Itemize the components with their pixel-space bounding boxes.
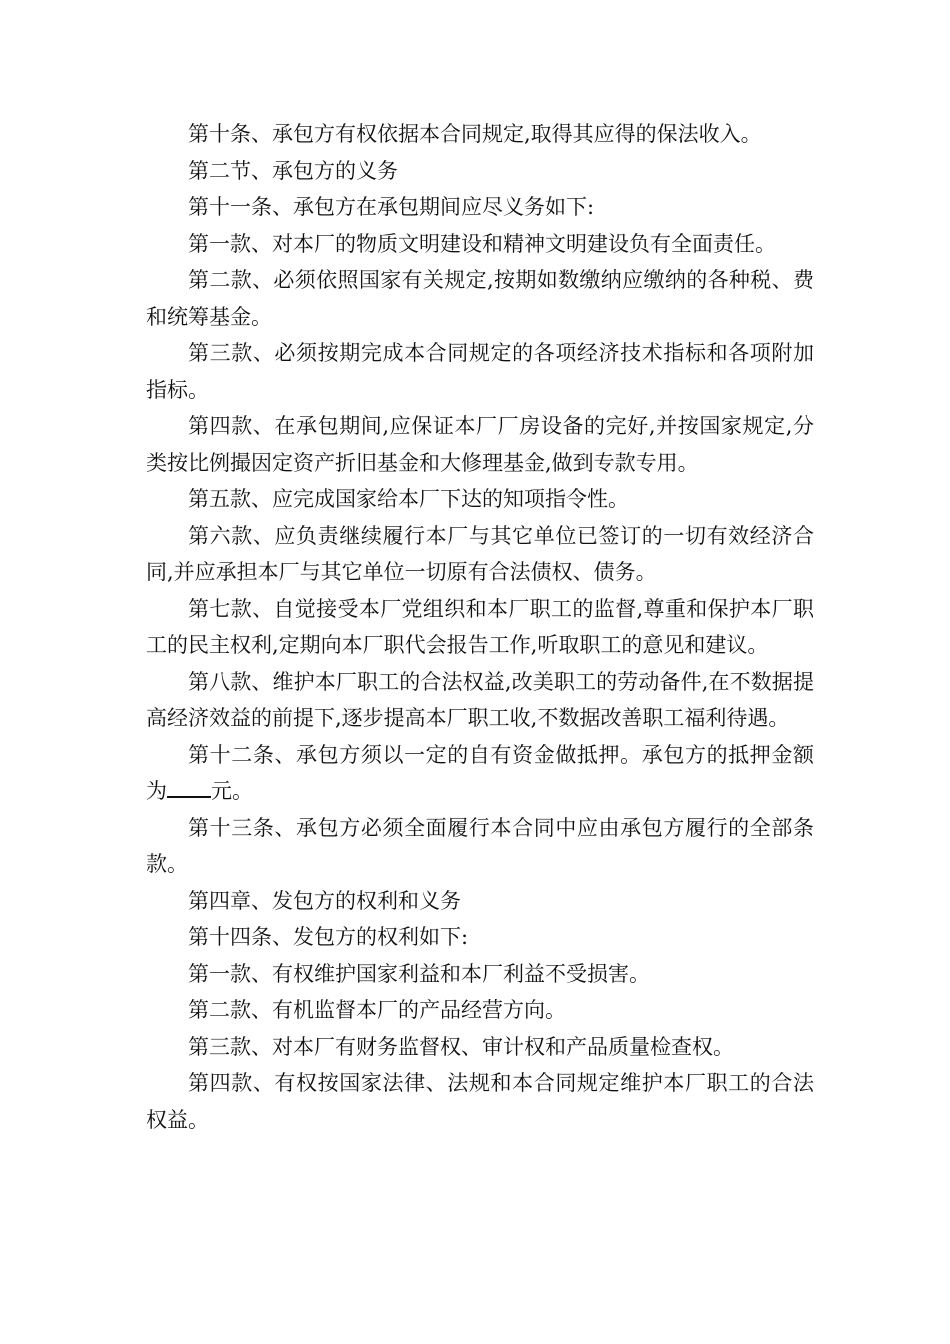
paragraph-section-2-heading: 第二节、承包方的义务: [188, 158, 398, 183]
paragraph-clause-4: 第四款、在承包期间,应保证本厂厂房设备的完好,并按国家规定,分类按比例撮因定资产折旧基金和大修理基金,做到专款专用。: [146, 414, 814, 475]
amount-blank-line: [167, 778, 211, 798]
article-12-unit: 元。: [211, 779, 253, 803]
paragraph-article-11: 第十一条、承包方在承包期间应尽义务如下:: [188, 195, 595, 219]
paragraph-clause-8: 第八款、维护本厂职工的合法权益,改美职工的劳动备件,在不数据提高经济效益的前提下,逐步提高本厂职工收,不数据改善职工福利待遇。: [146, 669, 814, 730]
paragraph-clause-3b: 第三款、对本厂有财务监督权、审计权和产品质量检查权。: [188, 1034, 734, 1059]
document-body: [146, 116, 814, 1138]
paragraph-clause-5: 第五款、应完成国家给本厂下达的知项指令性。: [188, 487, 629, 511]
paragraph-article-14: 第十四条、发包方的权利如下:: [188, 925, 469, 949]
paragraph-clause-7: 第七款、自觉接受本厂党组织和本厂职工的监督,尊重和保护本厂职工的民主权利,定期向本厂职代会报告工作,听取职工的意见和建议。: [146, 596, 814, 657]
paragraph-clause-6: 第六款、应负责继续履行本厂与其它单位已签订的一切有效经济合同,并应承担本厂与其它单位一切原有合法债权、债务。: [146, 523, 814, 584]
article-12-text: 第十二条、承包方须以一定的自有资金做抵押。承包方的抵押金额为: [146, 742, 814, 803]
paragraph-clause-4b: 第四款、有权按国家法律、法规和本合同规定维护本厂职工的合法权益。: [146, 1071, 814, 1132]
paragraph-clause-2b: 第二款、有机监督本厂的产品经营方向。: [188, 998, 566, 1022]
paragraph-article-13: 第十三条、承包方必须全面履行本合同中应由承包方履行的全部条款。: [146, 815, 814, 876]
paragraph-article-10: 第十条、承包方有权依据本合同规定,取得其应得的保法收入。: [188, 122, 762, 146]
paragraph-article-12: [146, 737, 814, 810]
paragraph-clause-1b: 第一款、有权维护国家利益和本厂利益不受损害。: [188, 961, 650, 986]
paragraph-chapter-4-heading: 第四章、发包方的权利和义务: [188, 888, 461, 913]
paragraph-clause-2: 第二款、必须依照国家有关规定,按期如数缴纳应缴纳的各种税、费和统筹基金。: [146, 268, 814, 329]
paragraph-clause-1: 第一款、对本厂的物质文明建设和精神文明建设负有全面责任。: [188, 231, 776, 256]
paragraph-clause-3: 第三款、必须按期完成本合同规定的各项经济技术指标和各项附加指标。: [146, 341, 814, 402]
